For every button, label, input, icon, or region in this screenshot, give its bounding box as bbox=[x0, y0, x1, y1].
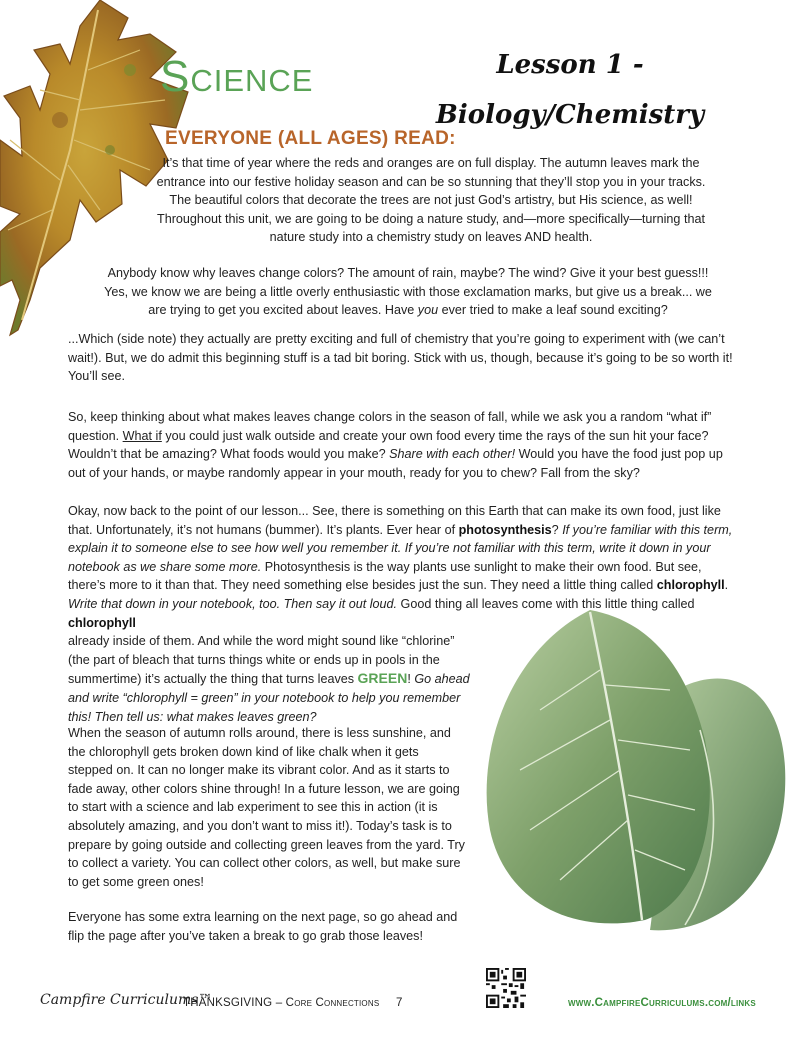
page-number: 7 bbox=[396, 997, 403, 1009]
text-run: . bbox=[724, 578, 729, 593]
qr-code-icon[interactable] bbox=[486, 968, 526, 1008]
subject-title: Science bbox=[160, 52, 314, 101]
text-run: already inside of them. And while the word might sound like “chlorine” (the part of bleach that turns things white or ends up in pools in the summertime) it’s actually the thing that turns leaves bbox=[68, 634, 455, 687]
paragraph-photosynthesis bbox=[68, 502, 736, 726]
text-run: Good thing all leaves come with this little thing called bbox=[397, 596, 695, 611]
text-run: you could just walk outside and create your own food every time the rays of the sun hit your face? Wouldn’t that be amazing? What foods would you make? bbox=[68, 428, 709, 462]
instruction-italic: Go ahead and write “chlorophyll = green” in your notebook to help you remember this! Then tell us: what makes leaves green? bbox=[68, 672, 470, 724]
text-run: Okay, now back to the point of our lesson... See, there is something on this Earth that can make its own food, just like that. Unfortunately, it’s not humans (bummer). It’s plants. Ever hear of bbox=[68, 504, 721, 537]
emphasis-you: you bbox=[417, 303, 439, 318]
term-chlorophyll: chlorophyll bbox=[68, 615, 136, 630]
term-chlorophyll: chlorophyll bbox=[656, 578, 725, 593]
instruction-italic: If you’re familiar with this term, explain it to someone else to see how well you remember it. If you’re not familiar with this term, write it down in your notebook as we share some more. bbox=[68, 522, 733, 574]
text-run: ever tried to make a leaf sound exciting? bbox=[438, 303, 668, 318]
text-run: So, keep thinking about what makes leaves change colors in the season of fall, while we ask you a random “what if” question. bbox=[68, 410, 712, 443]
text-run: ! bbox=[407, 672, 415, 687]
section-heading: EVERYONE (ALL AGES) READ: bbox=[165, 128, 456, 149]
text-run: ? bbox=[551, 522, 563, 537]
narrow-block bbox=[68, 632, 478, 726]
text-run: Would you have the food just pop up out of your hands, or maybe randomly appear in your mouth, ready for you to chew? Fall from the sky? bbox=[68, 447, 723, 480]
term-photosynthesis: photosynthesis bbox=[458, 522, 552, 537]
lesson-title bbox=[430, 40, 710, 140]
instruction-italic: Write that down in your notebook, too. Then say it out loud. bbox=[68, 596, 398, 611]
footer-course: THANKSGIVING – Core Connections bbox=[183, 997, 380, 1009]
emphasis-share: Share with each other! bbox=[389, 447, 516, 462]
lesson-title-line1: Lesson 1 - bbox=[496, 50, 644, 80]
text-run: Anybody know why leaves change colors? The amount of rain, maybe? The wind? Give it your best guess!!! Yes, we know we are being a little overly enthusiastic with those exclamation marks, but give us a break... we are trying to get you excited about leaves. Have bbox=[104, 266, 712, 318]
text-run: Photosynthesis is the way plants use sunlight to make their own food. But see, there’s more to it than that. They need something else besides just the sun. They need a little thing called bbox=[68, 559, 702, 593]
paragraph-side-note: ...Which (side note) they actually are pretty exciting and full of chemistry that you’re going to experiment with (we can’t wait!). But, we do admit this beginning stuff is a tad bit boring. Stick with us, though, because it’s going to be so worth it! You’ll see. bbox=[68, 332, 733, 384]
paragraph-next-page: Everyone has some extra learning on the next page, so go ahead and flip the page after you’ve taken a break to go grab those leaves! bbox=[68, 910, 458, 943]
underlined-what-if: What if bbox=[122, 428, 162, 443]
term-green: GREEN bbox=[357, 670, 408, 687]
paragraph-leaves-change bbox=[98, 264, 718, 320]
footer-brand: Campfire Curriculums™ bbox=[40, 992, 213, 1008]
footer-link[interactable]: www.CampfireCurriculums.com/links bbox=[568, 997, 756, 1009]
paragraph-autumn-task: When the season of autumn rolls around, there is less sunshine, and the chlorophyll gets broken down kind of like chalk when it gets stepped on. It can no longer make its vibrant color. And as it starts to fade away, other colors shine through! In a future lesson, we are going to start with a science and lab experiment to see this in action (it is absolutely amazing, and you don’t want to miss it!). Today’s task is to prepare by going outside and collecting green leaves from the yard. Try to collect a variety. You can collect other colors, as well, but make sure to get some green ones! bbox=[68, 726, 465, 889]
lesson-title-line2: Biology/Chemistry bbox=[435, 100, 705, 130]
paragraph-what-if bbox=[68, 408, 738, 482]
paragraph-intro: It’s that time of year where the reds and oranges are on full display. The autumn leaves mark the entrance into our festive holiday season and can be so stunning that they’ll stop you in your tracks. The beautiful colors that decorate the trees are not just God’s artistry, but His science, as well! Throughout this unit, we are going to be doing a nature study, and—more specifically—turning that nature study into a chemistry study on leaves AND health. bbox=[156, 156, 706, 245]
